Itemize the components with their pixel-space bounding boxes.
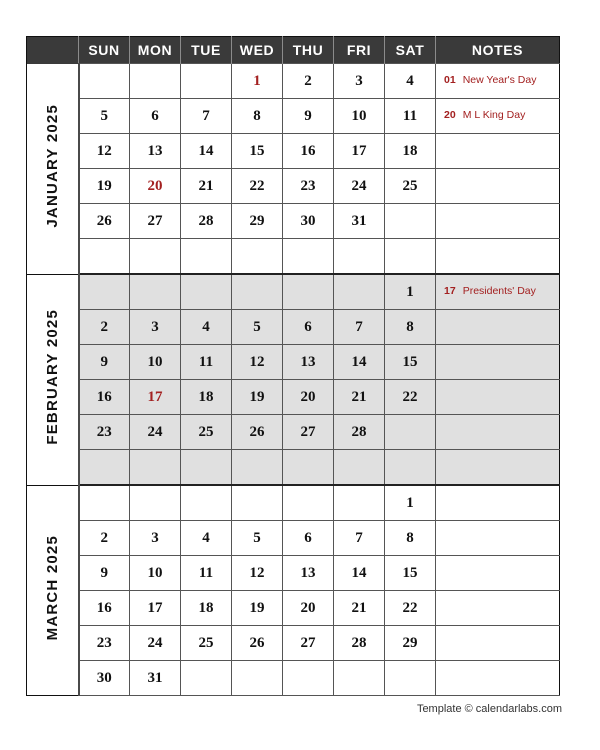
day-cell[interactable]: 7 (334, 310, 385, 345)
day-cell-empty (181, 661, 232, 696)
day-cell[interactable]: 27 (130, 204, 181, 239)
weekday-header-mon: MON (130, 37, 181, 64)
weekday-header-sun: SUN (79, 37, 130, 64)
day-cell-empty (130, 239, 181, 275)
day-cell[interactable]: 6 (283, 310, 334, 345)
note-cell-empty (436, 415, 560, 450)
day-cell[interactable]: 14 (334, 556, 385, 591)
note-entry (444, 110, 555, 122)
note-cell-empty (436, 556, 560, 591)
day-cell[interactable]: 11 (385, 99, 436, 134)
week-row (27, 99, 560, 134)
day-cell[interactable]: 25 (181, 415, 232, 450)
day-cell[interactable]: 18 (181, 380, 232, 415)
day-cell[interactable]: 26 (232, 415, 283, 450)
weekday-header-thu: THU (283, 37, 334, 64)
week-row (27, 274, 560, 310)
note-cell (436, 274, 560, 310)
day-cell[interactable]: 31 (334, 204, 385, 239)
footer-credit: Template © calendarlabs.com (416, 703, 562, 715)
day-cell-empty (130, 274, 181, 310)
note-cell-empty (436, 521, 560, 556)
day-cell-empty (283, 485, 334, 521)
day-cell[interactable]: 13 (283, 556, 334, 591)
day-cell[interactable]: 20 (283, 380, 334, 415)
day-cell-empty (385, 415, 436, 450)
day-cell[interactable]: 24 (130, 415, 181, 450)
notes-header: NOTES (436, 37, 560, 64)
day-cell[interactable]: 26 (79, 204, 130, 239)
day-cell[interactable]: 31 (130, 661, 181, 696)
day-cell[interactable]: 30 (283, 204, 334, 239)
note-cell-empty (436, 239, 560, 275)
weekday-header-wed: WED (232, 37, 283, 64)
day-cell[interactable]: 3 (130, 521, 181, 556)
note-holiday-name: New Year's Day (462, 74, 537, 87)
day-cell[interactable]: 5 (232, 310, 283, 345)
day-cell-empty (130, 64, 181, 99)
day-cell[interactable]: 25 (181, 626, 232, 661)
day-cell-empty (283, 450, 334, 486)
week-row (27, 450, 560, 486)
day-cell[interactable]: 11 (181, 345, 232, 380)
day-cell[interactable]: 12 (232, 556, 283, 591)
day-cell[interactable]: 20 (130, 169, 181, 204)
day-cell[interactable]: 5 (79, 99, 130, 134)
day-cell-empty (79, 485, 130, 521)
day-cell[interactable]: 18 (181, 591, 232, 626)
day-cell[interactable]: 29 (385, 626, 436, 661)
day-cell-empty (79, 64, 130, 99)
day-cell[interactable]: 2 (79, 310, 130, 345)
day-cell-empty (232, 450, 283, 486)
calendar-body (27, 64, 560, 696)
month-label-january (27, 64, 79, 275)
week-row (27, 204, 560, 239)
day-cell[interactable]: 19 (232, 591, 283, 626)
day-cell[interactable]: 23 (283, 169, 334, 204)
day-cell[interactable]: 6 (283, 521, 334, 556)
note-cell-empty (436, 591, 560, 626)
day-cell[interactable]: 17 (130, 380, 181, 415)
note-cell-empty (436, 134, 560, 169)
week-row (27, 380, 560, 415)
day-cell[interactable]: 1 (385, 274, 436, 310)
day-cell-empty (130, 450, 181, 486)
day-cell[interactable]: 7 (181, 99, 232, 134)
day-cell-empty (181, 450, 232, 486)
month-label-february (27, 274, 79, 485)
day-cell[interactable]: 21 (334, 380, 385, 415)
day-cell-empty (79, 450, 130, 486)
day-cell[interactable]: 4 (385, 64, 436, 99)
day-cell-empty (79, 274, 130, 310)
day-cell[interactable]: 13 (130, 134, 181, 169)
weekday-header-tue: TUE (181, 37, 232, 64)
note-cell-empty (436, 345, 560, 380)
day-cell[interactable]: 4 (181, 310, 232, 345)
note-cell-empty (436, 661, 560, 696)
day-cell-empty (334, 239, 385, 275)
day-cell-empty (232, 239, 283, 275)
day-cell[interactable]: 24 (130, 626, 181, 661)
day-cell-empty (334, 661, 385, 696)
day-cell[interactable]: 19 (232, 380, 283, 415)
day-cell[interactable]: 27 (283, 626, 334, 661)
day-cell[interactable]: 21 (181, 169, 232, 204)
note-day-number: 01 (444, 74, 456, 87)
day-cell[interactable]: 23 (79, 415, 130, 450)
week-row (27, 415, 560, 450)
day-cell[interactable]: 15 (385, 345, 436, 380)
day-cell[interactable]: 25 (385, 169, 436, 204)
day-cell[interactable]: 17 (130, 591, 181, 626)
calendar-table (26, 36, 560, 696)
note-entry (444, 286, 555, 298)
day-cell[interactable]: 8 (385, 310, 436, 345)
day-cell[interactable]: 2 (283, 64, 334, 99)
day-cell[interactable]: 20 (283, 591, 334, 626)
day-cell-empty (385, 661, 436, 696)
day-cell[interactable]: 29 (232, 204, 283, 239)
weekday-header-row (27, 37, 560, 64)
day-cell[interactable]: 9 (79, 556, 130, 591)
day-cell[interactable]: 17 (334, 134, 385, 169)
note-cell-empty (436, 626, 560, 661)
week-row (27, 239, 560, 275)
month-label-text: JANUARY 2025 (43, 104, 61, 228)
day-cell[interactable]: 1 (385, 485, 436, 521)
day-cell[interactable]: 1 (232, 64, 283, 99)
day-cell[interactable]: 23 (79, 626, 130, 661)
week-row (27, 521, 560, 556)
day-cell-empty (232, 661, 283, 696)
note-cell-empty (436, 310, 560, 345)
day-cell-empty (334, 450, 385, 486)
day-cell[interactable]: 2 (79, 521, 130, 556)
week-row (27, 169, 560, 204)
day-cell[interactable]: 10 (130, 345, 181, 380)
weekday-header-fri: FRI (334, 37, 385, 64)
quarterly-calendar (26, 36, 559, 696)
note-holiday-name: Presidents' Day (462, 285, 536, 298)
day-cell[interactable]: 12 (79, 134, 130, 169)
day-cell-empty (181, 64, 232, 99)
note-cell-empty (436, 204, 560, 239)
day-cell[interactable]: 6 (130, 99, 181, 134)
day-cell[interactable]: 8 (385, 521, 436, 556)
note-day-number: 20 (444, 109, 456, 122)
day-cell[interactable]: 14 (181, 134, 232, 169)
note-cell-empty (436, 169, 560, 204)
week-row (27, 310, 560, 345)
day-cell[interactable]: 22 (385, 591, 436, 626)
day-cell[interactable]: 28 (334, 415, 385, 450)
day-cell-empty (283, 661, 334, 696)
day-cell[interactable]: 3 (334, 64, 385, 99)
week-row (27, 626, 560, 661)
day-cell-empty (385, 239, 436, 275)
note-cell-empty (436, 485, 560, 521)
day-cell-empty (181, 239, 232, 275)
day-cell[interactable]: 9 (79, 345, 130, 380)
day-cell-empty (283, 239, 334, 275)
day-cell[interactable]: 10 (334, 99, 385, 134)
day-cell[interactable]: 15 (232, 134, 283, 169)
week-row (27, 661, 560, 696)
week-row (27, 345, 560, 380)
day-cell[interactable]: 30 (79, 661, 130, 696)
day-cell[interactable]: 28 (181, 204, 232, 239)
day-cell[interactable]: 24 (334, 169, 385, 204)
day-cell[interactable]: 13 (283, 345, 334, 380)
day-cell-empty (181, 274, 232, 310)
day-cell[interactable]: 7 (334, 521, 385, 556)
day-cell-empty (232, 485, 283, 521)
day-cell[interactable]: 9 (283, 99, 334, 134)
day-cell[interactable]: 3 (130, 310, 181, 345)
week-row (27, 134, 560, 169)
day-cell[interactable]: 22 (385, 380, 436, 415)
day-cell[interactable]: 26 (232, 626, 283, 661)
week-row (27, 485, 560, 521)
day-cell-empty (130, 485, 181, 521)
day-cell[interactable]: 28 (334, 626, 385, 661)
month-label-text: MARCH 2025 (43, 535, 61, 641)
day-cell-empty (283, 274, 334, 310)
day-cell-empty (232, 274, 283, 310)
day-cell-empty (385, 204, 436, 239)
week-row (27, 556, 560, 591)
day-cell[interactable]: 5 (232, 521, 283, 556)
week-row (27, 64, 560, 99)
day-cell-empty (334, 485, 385, 521)
day-cell[interactable]: 14 (334, 345, 385, 380)
day-cell[interactable]: 18 (385, 134, 436, 169)
month-label-text: FEBRUARY 2025 (43, 309, 61, 445)
day-cell[interactable]: 10 (130, 556, 181, 591)
weekday-header-sat: SAT (385, 37, 436, 64)
day-cell-empty (334, 274, 385, 310)
month-label-march (27, 485, 79, 696)
day-cell-empty (181, 485, 232, 521)
header-corner-cell (27, 37, 79, 64)
note-cell-empty (436, 380, 560, 415)
day-cell[interactable]: 22 (232, 169, 283, 204)
day-cell[interactable]: 19 (79, 169, 130, 204)
day-cell[interactable]: 15 (385, 556, 436, 591)
day-cell-empty (385, 450, 436, 486)
note-day-number: 17 (444, 285, 456, 298)
day-cell[interactable]: 21 (334, 591, 385, 626)
day-cell[interactable]: 16 (79, 591, 130, 626)
note-cell (436, 64, 560, 99)
note-cell (436, 99, 560, 134)
day-cell-empty (79, 239, 130, 275)
note-holiday-name: M L King Day (462, 109, 526, 122)
week-row (27, 591, 560, 626)
calendar-header (27, 37, 560, 64)
day-cell[interactable]: 4 (181, 521, 232, 556)
day-cell[interactable]: 8 (232, 99, 283, 134)
note-entry (444, 75, 555, 87)
note-cell-empty (436, 450, 560, 486)
day-cell[interactable]: 27 (283, 415, 334, 450)
day-cell[interactable]: 12 (232, 345, 283, 380)
day-cell[interactable]: 16 (283, 134, 334, 169)
day-cell[interactable]: 11 (181, 556, 232, 591)
day-cell[interactable]: 16 (79, 380, 130, 415)
